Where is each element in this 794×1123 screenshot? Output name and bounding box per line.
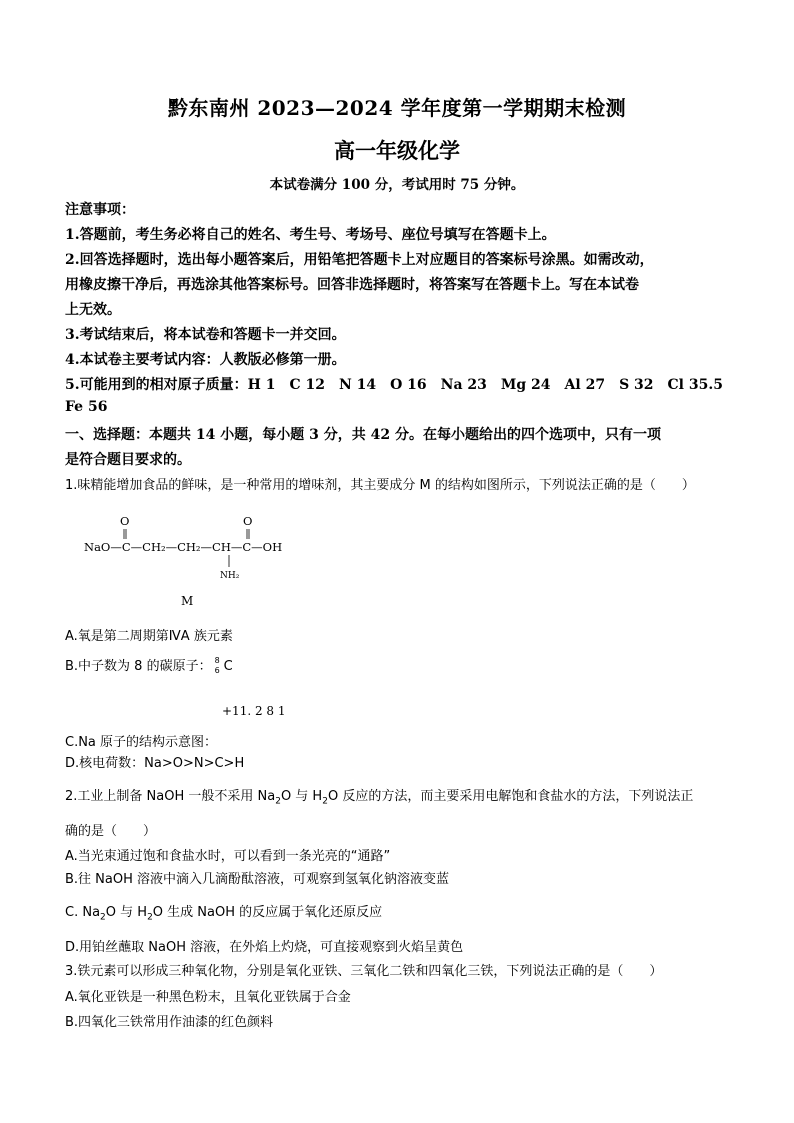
q3-option-b: B.四氧化三铁常用作油漆的红色颜料 bbox=[65, 1015, 274, 1030]
q2-stem-line-2: 确的是（ ） bbox=[65, 824, 157, 839]
notice-item-1: 1.答题前，考生务必将自己的姓名、考生号、考场号、座位号填写在答题卡上。 bbox=[65, 227, 556, 243]
q1-structure-diagram bbox=[80, 510, 310, 610]
struct-chain: NaO—C—CH₂—CH₂—CH—C—OH bbox=[84, 540, 283, 554]
q2-option-d: D.用铂丝蘸取 NaOH 溶液，在外焰上灼烧，可直接观察到火焰呈黄色 bbox=[65, 940, 464, 955]
q2-stem-line-1 bbox=[65, 785, 693, 807]
q2-option-b: B.往 NaOH 溶液中滴入几滴酚酞溶液，可观察到氢氧化钠溶液变蓝 bbox=[65, 872, 450, 887]
notice-item-5-line-2: Fe 56 bbox=[65, 399, 108, 415]
isotope-atomic-number: 6 bbox=[214, 665, 220, 675]
notice-item-2-line-3: 上无效。 bbox=[65, 302, 121, 318]
q3-option-a: A.氧化亚铁是一种黑色粉末，且氧化亚铁属于合金 bbox=[65, 990, 351, 1005]
notice-item-4: 4.本试卷主要考试内容：人教版必修第一册。 bbox=[65, 352, 346, 368]
score-info: 本试卷满分 100 分，考试用时 75 分钟。 bbox=[269, 177, 525, 193]
notice-item-5-line-1: 5.可能用到的相对原子质量：H 1 C 12 N 14 O 16 Na 23 Mg 24 Al 27 S 32 Cl 35.5 bbox=[65, 377, 723, 393]
exam-title: 黔东南州 2023—2024 学年度第一学期期末检测 bbox=[167, 96, 627, 120]
subscript: 2 bbox=[100, 912, 106, 923]
q1-option-b bbox=[65, 655, 233, 677]
q2-option-c-part-a: C. Na bbox=[65, 905, 101, 920]
q1-option-d: D.核电荷数：Na>O>N>C>H bbox=[65, 756, 245, 771]
notice-item-2-line-2: 用橡皮擦干净后，再选涂其他答案标号。回答非选择题时，将答案写在答题卡上。写在本试卷 bbox=[65, 277, 639, 293]
q1-option-a: A.氧是第二周期第ⅣA 族元素 bbox=[65, 629, 233, 644]
struct-label-m: M bbox=[181, 594, 194, 608]
struct-o-left: O bbox=[120, 514, 130, 528]
q2-option-c-part-b: O 与 H bbox=[105, 905, 148, 920]
q2-option-c bbox=[65, 901, 382, 923]
notice-heading: 注意事项： bbox=[65, 202, 135, 218]
subscript: 2 bbox=[322, 796, 328, 807]
q2-option-c-part-c: O 生成 NaOH 的反应属于氧化还原反应 bbox=[152, 905, 383, 920]
subscript: 2 bbox=[147, 912, 153, 923]
exam-subtitle: 高一年级化学 bbox=[334, 138, 460, 163]
q2-stem-part-c: O 反应的方法，而主要采用电解饱和食盐水的方法，下列说法正 bbox=[327, 789, 694, 804]
q3-stem: 3.铁元素可以形成三种氧化物，分别是氧化亚铁、三氧化二铁和四氧化三铁，下列说法正确的是（ ） bbox=[65, 964, 663, 979]
na-atom-structure-fragment: +11. 2 8 1 bbox=[222, 704, 286, 718]
struct-nh2: NH₂ bbox=[220, 571, 240, 581]
isotope-mass-number: 8 bbox=[214, 655, 220, 665]
q2-stem-part-a: 2.工业上制备 NaOH 一般不采用 Na bbox=[65, 789, 276, 804]
q2-option-a: A.当光束通过饱和食盐水时，可以看到一条光亮的“通路” bbox=[65, 849, 391, 864]
notice-item-3: 3.考试结束后，将本试卷和答题卡一并交回。 bbox=[65, 327, 346, 343]
subscript: 2 bbox=[275, 796, 281, 807]
struct-o-right: O bbox=[243, 514, 253, 528]
section-1-heading-line-2: 是符合题目要求的。 bbox=[65, 452, 191, 468]
section-1-heading-line-1: 一、选择题：本题共 14 小题，每小题 3 分，共 42 分。在每小题给出的四个选项中，只有一项 bbox=[65, 427, 661, 443]
q1-option-c: C.Na 原子的结构示意图： bbox=[65, 735, 218, 750]
carbon-isotope-notation bbox=[215, 657, 223, 677]
q1-option-b-text: B.中子数为 8 的碳原子： bbox=[65, 659, 212, 674]
isotope-symbol: C bbox=[223, 659, 233, 674]
q2-stem-part-b: O 与 H bbox=[280, 789, 323, 804]
q1-stem: 1.味精能增加食品的鲜味，是一种常用的增味剂，其主要成分 M 的结构如图所示，下列说法正确的是（ ） bbox=[65, 478, 695, 493]
notice-item-2-line-1: 2.回答选择题时，选出每小题答案后，用铅笔把答题卡上对应题目的答案标号涂黑。如需改动， bbox=[65, 252, 654, 268]
